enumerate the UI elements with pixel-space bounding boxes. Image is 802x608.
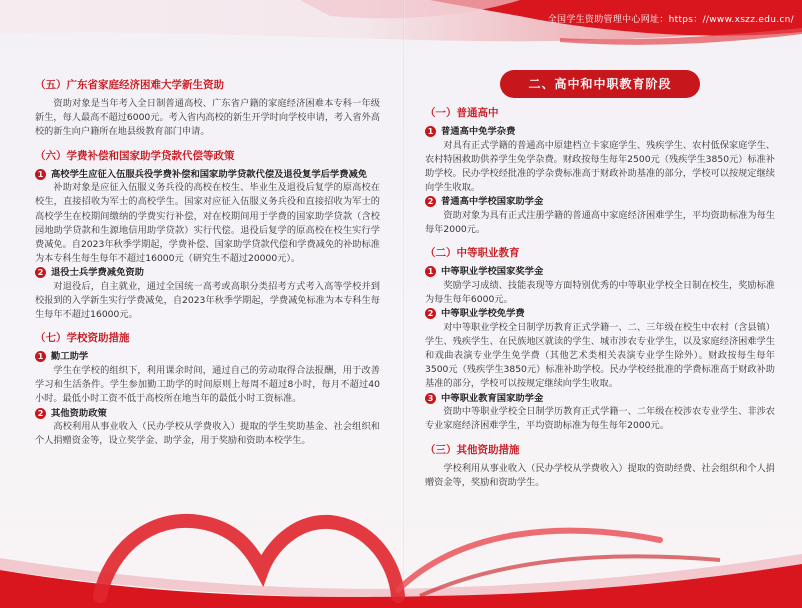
section-7-item-2-text: 高校利用从事业收入（民办学校从学费收入）提取的学生奖助基金、社会组织和个人捐赠资金等，设立奖学金、助学金，用于奖励和资助本校学生。 [35,421,380,447]
section-r1-item-2-heading [425,195,775,209]
section-r3-text: 学校利用从事业收入（民办学校从学费收入）提取的资助经费、社会组织和个人捐赠资金等，奖励和资助学生。 [425,462,775,488]
section-r1-item-1-heading [425,125,775,139]
chapter-title: 二、高中和中职教育阶段 [528,77,672,91]
section-6-item-2-heading [35,266,380,280]
section-r2-item-3-title: 中等职业教育国家助学金 [441,392,544,404]
number-badge: 2 [35,267,46,278]
section-7-item-1-text: 学生在学校的组织下，利用课余时间，通过自己的劳动取得合法报酬，用于改善学习和生活条件。学生参加勤工助学的时间原则上每周不超过8小时，每月不超过40小时。最低小时工资不低于高校所在地当年的最低小时工资标准。 [35,364,380,405]
left-column [35,78,380,448]
section-r3-title: （三）其他资助措施 [425,443,520,456]
right-column [425,70,775,490]
section-r1-title: （一）普通高中 [425,107,499,119]
section-r1-item-1-text: 对具有正式学籍的普通高中原建档立卡家庭学生、残疾学生、农村低保家庭学生、农村特困救助供养学生免学杂费。财政按每生每年2500元（残疾学生3850元）标准补助学校。民办学校经批准的学杂费标准高于财政补助基准的部分，学校可以按规定继续向学生收取。 [425,139,775,194]
section-7-item-1-title: 勤工助学 [51,351,89,363]
section-6-item-2-title: 退役士兵学费减免资助 [51,267,144,279]
chapter-title-banner [500,70,700,98]
number-badge: 1 [425,266,436,277]
section-7-item-2-title: 其他资助政策 [51,407,107,419]
section-r2-item-3-heading [425,392,775,406]
section-r1-item-2-text: 资助对象为具有正式注册学籍的普通高中家庭经济困难学生，平均资助标准为每生每年2000元。 [425,209,775,236]
number-badge: 1 [425,126,436,137]
section-6-title: （六）学费补偿和国家助学贷款代偿等政策 [35,149,235,162]
top-banner [0,0,802,60]
website-url: 全国学生资助管理中心网址：https：//www.xszz.edu.cn/ [547,15,794,25]
section-7-item-1-heading [35,350,380,364]
section-7-title: （七）学校资助措施 [35,332,130,345]
section-6-item-2-text: 对退役后，自主就业，通过全国统一高考或高职分类招考方式考入高等学校并到校报到的入学新生实行学费减免，自2023年秋季学期起，学费减免标准为本专科生每生每年不超过16000元。 [35,280,380,321]
section-r2-item-2-heading [425,307,775,321]
section-6-item-1-text: 补助对象是应征入伍服义务兵役的高校在校生、毕业生及退役后复学的原高校在校生，直接招收为军士的高校学生。国家对应征入伍服义务兵役和直接招收为军士的高校学生在校期间缴纳的学费实行补偿，对在校期间用于学费的国家助学贷款（含校园地助学贷款和生源地信用助学贷款）实行代偿。退役后复学的原高校在校生实行学费减免。自2023年秋季学期起，学费补偿、国家助学贷款代偿和学费减免的补助标准为本专科生每生每年不超过16000元（研究生不超过20000元）。 [35,182,380,265]
number-badge: 2 [425,308,436,319]
number-badge: 1 [35,351,46,362]
section-6-item-1-heading [35,168,380,182]
section-r2-item-3-text: 资助中等职业学校全日制学历教育正式学籍一、二年级在校涉农专业学生、非涉农专业家庭经济困难学生，平均资助标准为每生每年2000元。 [425,406,775,432]
bottom-decoration [0,470,802,608]
section-r2-item-1-heading [425,265,775,279]
number-badge: 2 [35,408,46,419]
section-r1-item-1-title: 普通高中免学杂费 [441,126,516,137]
section-5-title: （五）广东省家庭经济困难大学新生资助 [35,79,224,91]
number-badge: 1 [35,169,46,180]
section-r2-title: （二）中等职业教育 [425,247,520,260]
section-5-text: 资助对象是当年考入全日制普通高校、广东省户籍的家庭经济困难本专科一年级新生，每人最高不超过6000元。考入省内高校的新生开学时向学校申请，考入省外高校的新生向户籍所在地县级教育部门申请。 [35,98,380,138]
number-badge: 3 [425,393,436,404]
section-6-item-1-title: 高校学生应征入伍服兵役学费补偿和国家助学贷款代偿及退役复学后学费减免 [51,168,368,180]
section-r2-item-2-title: 中等职业学校免学费 [441,308,525,320]
section-r2-item-2-text: 对中等职业学校全日制学历教育正式学籍一、二、三年级在校生中农村（含县镇）学生、残疾学生、在民族地区就读的学生、城市涉农专业学生，以及家庭经济困难学生和戏曲表演专业学生免学费（其他艺术类相关表演专业学生除外）。财政按每生每年3500元（残疾学生3850元）标准补助学校。民办学校经批准的学费标准高于财政补助基准的部分，学校可以按规定继续向学生收取。 [425,321,775,390]
section-7-item-2-heading [35,407,380,421]
section-r1-item-2-title: 普通高中学校国家助学金 [441,196,544,208]
number-badge: 2 [425,196,436,207]
section-r2-item-1-title: 中等职业学校国家奖学金 [441,266,544,278]
section-r2-item-1-text: 奖励学习成绩、技能表现等方面特别优秀的中等职业学校全日制在校生，奖励标准为每生每年6000元。 [425,279,775,305]
